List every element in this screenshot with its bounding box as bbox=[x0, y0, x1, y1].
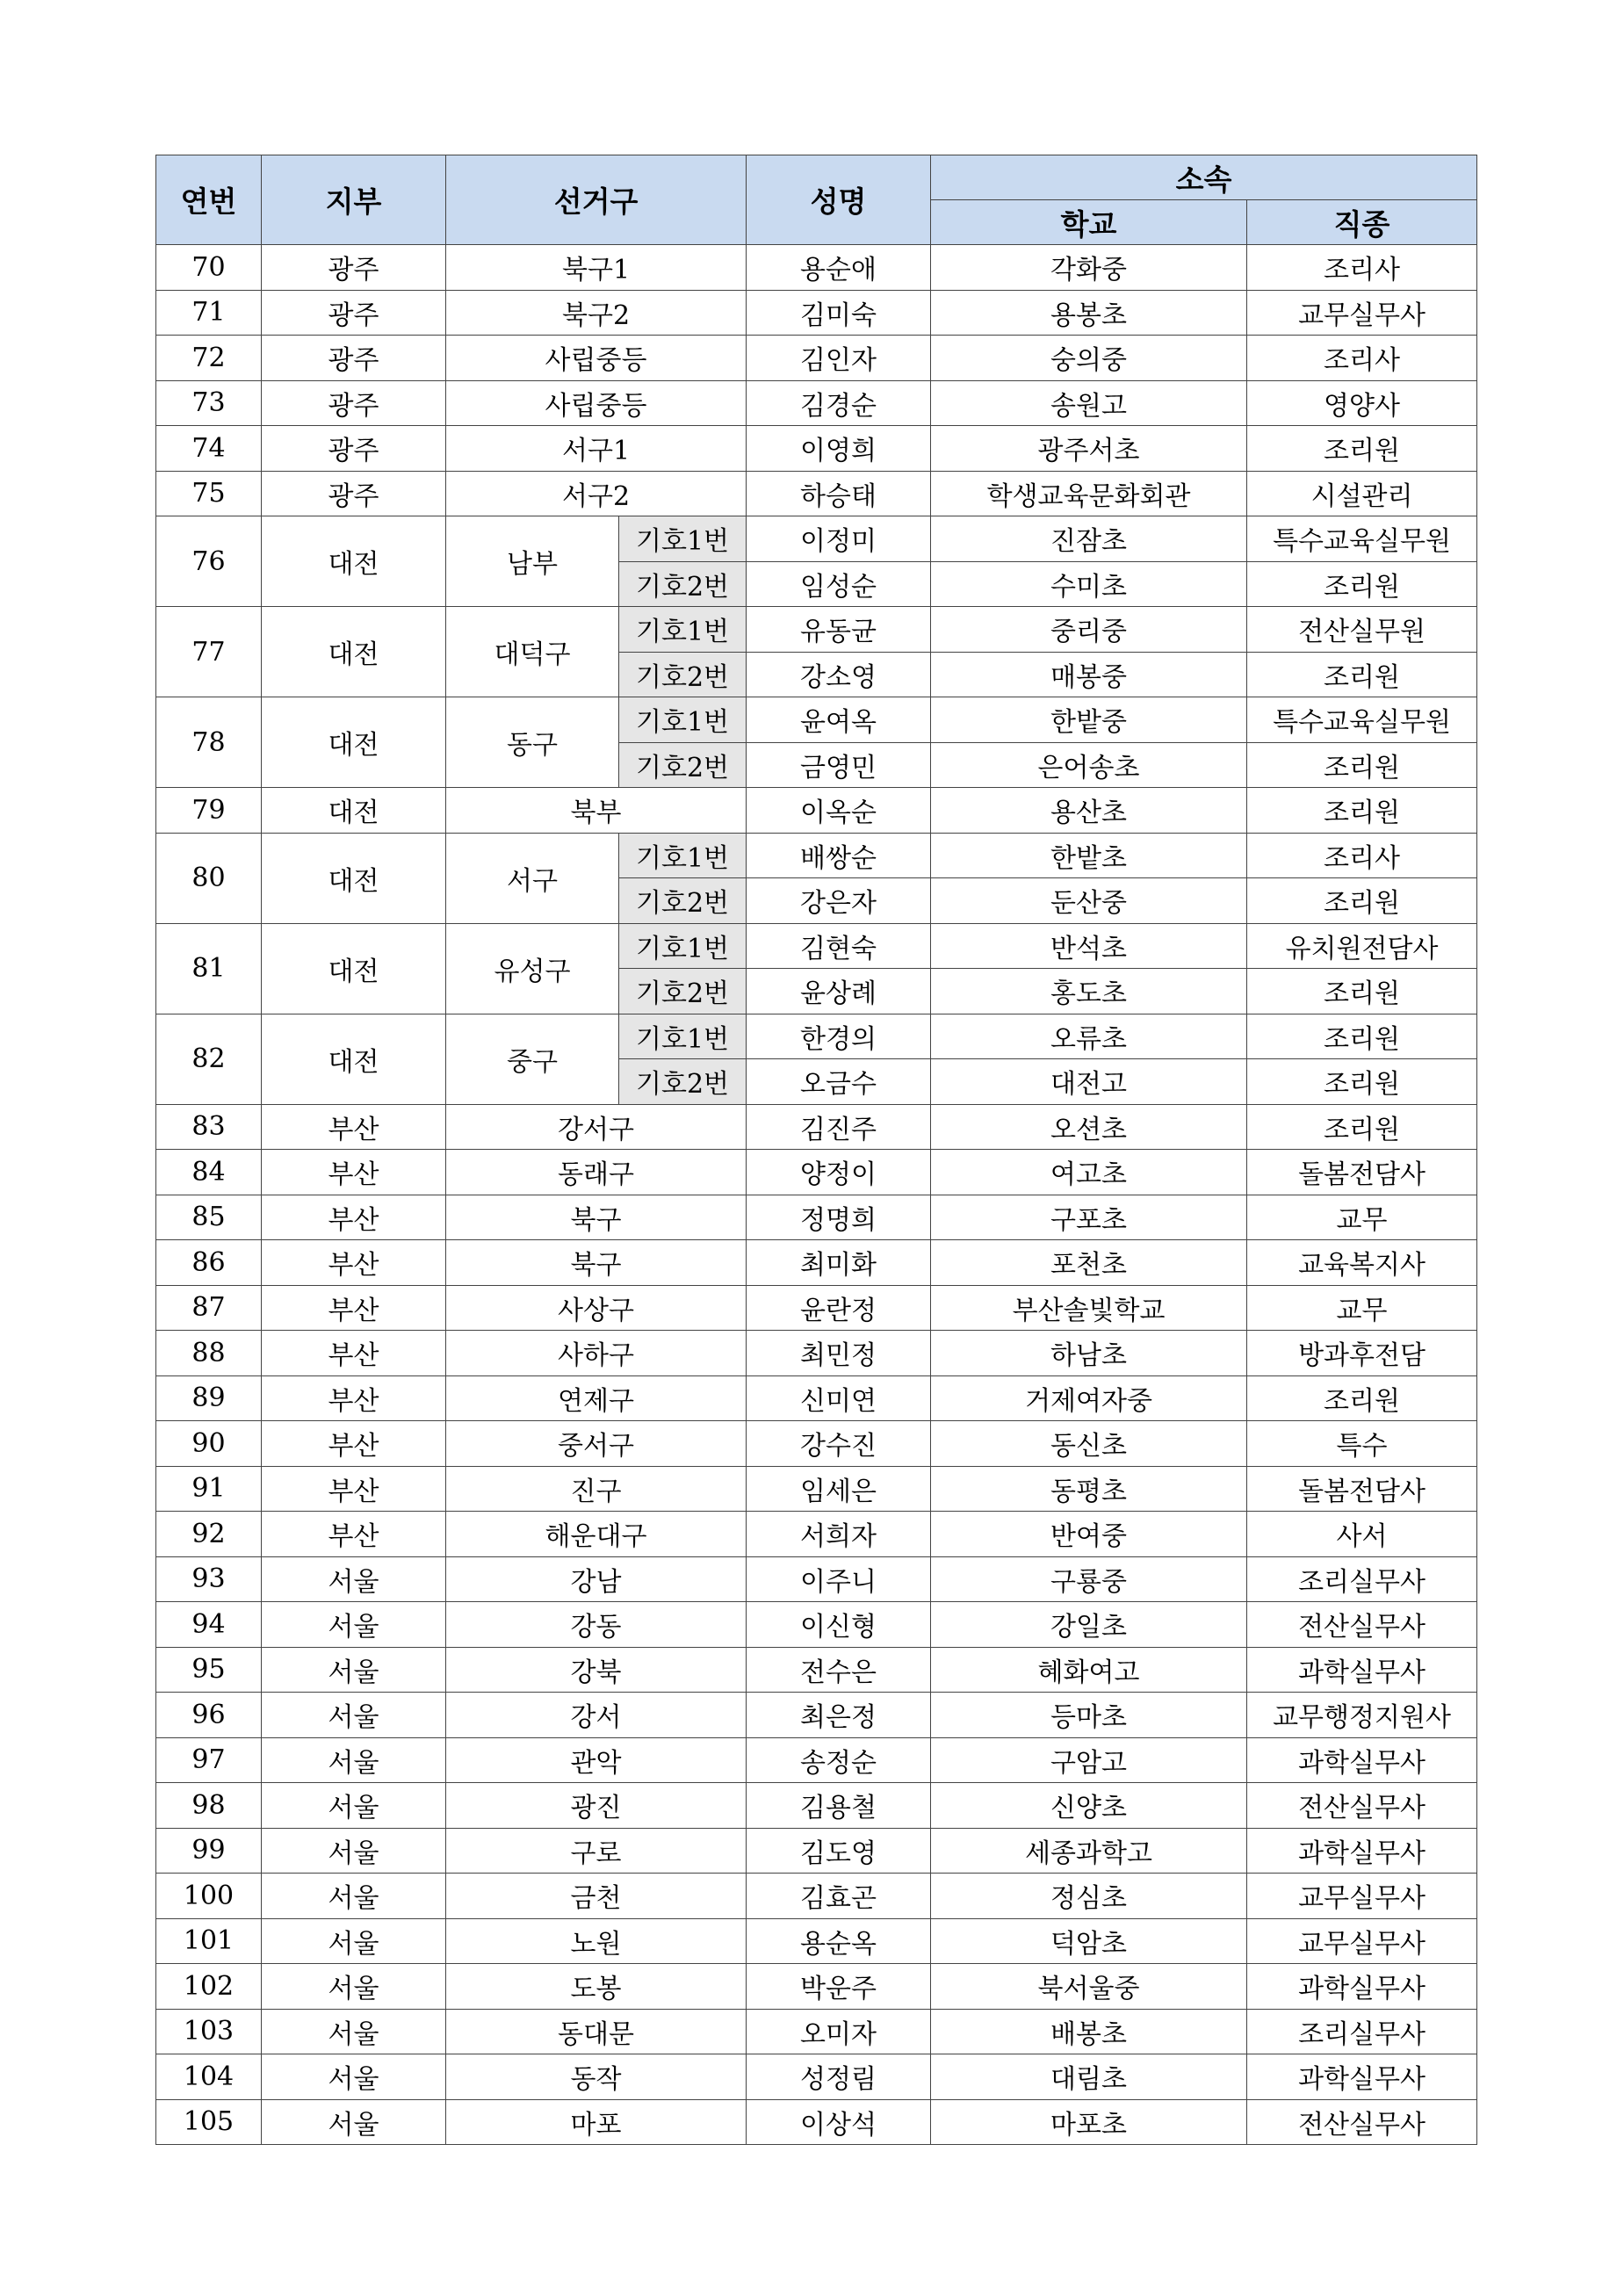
district-cell: 사하구 bbox=[446, 1331, 747, 1376]
name-cell: 서희자 bbox=[747, 1512, 931, 1557]
header-school: 학교 bbox=[931, 200, 1247, 245]
branch-cell: 서울 bbox=[262, 1783, 446, 1829]
district-cell: 강북 bbox=[446, 1647, 747, 1693]
table-row bbox=[156, 1104, 1477, 1150]
job-cell: 특수교육실무원 bbox=[1247, 516, 1477, 562]
job-cell: 전산실무사 bbox=[1247, 1602, 1477, 1648]
school-cell: 여고초 bbox=[931, 1150, 1247, 1195]
school-cell: 매봉중 bbox=[931, 652, 1247, 697]
job-cell: 교무실무사 bbox=[1247, 1918, 1477, 1964]
job-cell: 조리원 bbox=[1247, 1375, 1477, 1421]
row-number-cell: 101 bbox=[156, 1918, 262, 1964]
district-cell: 동구 bbox=[446, 697, 619, 788]
branch-cell: 광주 bbox=[262, 245, 446, 291]
table-row bbox=[156, 1014, 1477, 1059]
school-cell: 혜화여고 bbox=[931, 1647, 1247, 1693]
job-cell: 조리원 bbox=[1247, 1104, 1477, 1150]
district-cell: 대덕구 bbox=[446, 607, 619, 697]
header-job: 직종 bbox=[1247, 200, 1477, 245]
district-cell: 사상구 bbox=[446, 1285, 747, 1331]
row-number-cell: 72 bbox=[156, 336, 262, 381]
table-row bbox=[156, 1556, 1477, 1602]
job-cell: 조리원 bbox=[1247, 1059, 1477, 1105]
district-cell: 동대문 bbox=[446, 2009, 747, 2054]
school-cell: 포천초 bbox=[931, 1240, 1247, 1286]
name-cell: 전수은 bbox=[747, 1647, 931, 1693]
table-row bbox=[156, 1512, 1477, 1557]
table-row bbox=[156, 1466, 1477, 1512]
row-number-cell: 82 bbox=[156, 1014, 262, 1104]
table-row bbox=[156, 607, 1477, 653]
school-cell: 북서울중 bbox=[931, 1964, 1247, 2010]
ballot-number-cell: 기호2번 bbox=[619, 561, 747, 607]
row-number-cell: 81 bbox=[156, 923, 262, 1014]
row-number-cell: 73 bbox=[156, 380, 262, 426]
name-cell: 용순옥 bbox=[747, 1918, 931, 1964]
branch-cell: 광주 bbox=[262, 290, 446, 336]
branch-cell: 서울 bbox=[262, 2099, 446, 2145]
district-cell: 남부 bbox=[446, 516, 619, 607]
candidate-table bbox=[155, 155, 1477, 2145]
row-number-cell: 75 bbox=[156, 471, 262, 516]
ballot-number-cell: 기호2번 bbox=[619, 878, 747, 924]
district-cell: 해운대구 bbox=[446, 1512, 747, 1557]
table-row bbox=[156, 1240, 1477, 1286]
row-number-cell: 84 bbox=[156, 1150, 262, 1195]
branch-cell: 대전 bbox=[262, 697, 446, 788]
district-cell: 금천 bbox=[446, 1874, 747, 1919]
table-row bbox=[156, 516, 1477, 562]
branch-cell: 부산 bbox=[262, 1375, 446, 1421]
district-cell: 강서구 bbox=[446, 1104, 747, 1150]
row-number-cell: 88 bbox=[156, 1331, 262, 1376]
row-number-cell: 79 bbox=[156, 788, 262, 834]
school-cell: 덕암초 bbox=[931, 1918, 1247, 1964]
table-row bbox=[156, 1918, 1477, 1964]
name-cell: 김경순 bbox=[747, 380, 931, 426]
school-cell: 광주서초 bbox=[931, 426, 1247, 472]
branch-cell: 부산 bbox=[262, 1104, 446, 1150]
branch-cell: 서울 bbox=[262, 1874, 446, 1919]
name-cell: 이옥순 bbox=[747, 788, 931, 834]
school-cell: 정심초 bbox=[931, 1874, 1247, 1919]
branch-cell: 부산 bbox=[262, 1240, 446, 1286]
name-cell: 한경의 bbox=[747, 1014, 931, 1059]
table-row bbox=[156, 380, 1477, 426]
school-cell: 세종과학고 bbox=[931, 1828, 1247, 1874]
district-cell: 중구 bbox=[446, 1014, 619, 1104]
district-cell: 구로 bbox=[446, 1828, 747, 1874]
job-cell: 과학실무사 bbox=[1247, 1647, 1477, 1693]
row-number-cell: 89 bbox=[156, 1375, 262, 1421]
name-cell: 용순애 bbox=[747, 245, 931, 291]
branch-cell: 서울 bbox=[262, 1693, 446, 1738]
job-cell: 조리사 bbox=[1247, 833, 1477, 878]
district-cell: 서구2 bbox=[446, 471, 747, 516]
name-cell: 최민정 bbox=[747, 1331, 931, 1376]
row-number-cell: 86 bbox=[156, 1240, 262, 1286]
name-cell: 김미숙 bbox=[747, 290, 931, 336]
name-cell: 김도영 bbox=[747, 1828, 931, 1874]
branch-cell: 대전 bbox=[262, 833, 446, 923]
job-cell: 돌봄전담사 bbox=[1247, 1150, 1477, 1195]
ballot-number-cell: 기호2번 bbox=[619, 652, 747, 697]
ballot-number-cell: 기호1번 bbox=[619, 697, 747, 743]
job-cell: 방과후전담 bbox=[1247, 1331, 1477, 1376]
name-cell: 윤상례 bbox=[747, 969, 931, 1014]
job-cell: 교무 bbox=[1247, 1285, 1477, 1331]
branch-cell: 서울 bbox=[262, 2009, 446, 2054]
name-cell: 임세은 bbox=[747, 1466, 931, 1512]
job-cell: 조리사 bbox=[1247, 245, 1477, 291]
name-cell: 신미연 bbox=[747, 1375, 931, 1421]
branch-cell: 서울 bbox=[262, 1556, 446, 1602]
job-cell: 조리원 bbox=[1247, 426, 1477, 472]
branch-cell: 부산 bbox=[262, 1331, 446, 1376]
name-cell: 김진주 bbox=[747, 1104, 931, 1150]
job-cell: 영양사 bbox=[1247, 380, 1477, 426]
job-cell: 과학실무사 bbox=[1247, 1828, 1477, 1874]
job-cell: 특수 bbox=[1247, 1421, 1477, 1467]
name-cell: 하승태 bbox=[747, 471, 931, 516]
district-cell: 유성구 bbox=[446, 923, 619, 1014]
row-number-cell: 70 bbox=[156, 245, 262, 291]
school-cell: 동평초 bbox=[931, 1466, 1247, 1512]
name-cell: 오미자 bbox=[747, 2009, 931, 2054]
table-row bbox=[156, 1421, 1477, 1467]
row-number-cell: 104 bbox=[156, 2054, 262, 2100]
row-number-cell: 103 bbox=[156, 2009, 262, 2054]
district-cell: 마포 bbox=[446, 2099, 747, 2145]
district-cell: 도봉 bbox=[446, 1964, 747, 2010]
job-cell: 전산실무원 bbox=[1247, 607, 1477, 653]
row-number-cell: 71 bbox=[156, 290, 262, 336]
district-cell: 북구2 bbox=[446, 290, 747, 336]
table-row bbox=[156, 697, 1477, 743]
name-cell: 강은자 bbox=[747, 878, 931, 924]
table-row bbox=[156, 833, 1477, 878]
table-row bbox=[156, 1602, 1477, 1648]
job-cell: 조리실무사 bbox=[1247, 2009, 1477, 2054]
school-cell: 진잠초 bbox=[931, 516, 1247, 562]
job-cell: 교육복지사 bbox=[1247, 1240, 1477, 1286]
school-cell: 구룡중 bbox=[931, 1556, 1247, 1602]
name-cell: 강수진 bbox=[747, 1421, 931, 1467]
header-name: 성명 bbox=[747, 155, 931, 245]
district-cell: 광진 bbox=[446, 1783, 747, 1829]
row-number-cell: 100 bbox=[156, 1874, 262, 1919]
school-cell: 구포초 bbox=[931, 1195, 1247, 1240]
branch-cell: 서울 bbox=[262, 1828, 446, 1874]
ballot-number-cell: 기호2번 bbox=[619, 742, 747, 788]
school-cell: 반석초 bbox=[931, 923, 1247, 969]
district-cell: 강남 bbox=[446, 1556, 747, 1602]
name-cell: 유동균 bbox=[747, 607, 931, 653]
job-cell: 유치원전담사 bbox=[1247, 923, 1477, 969]
job-cell: 특수교육실무원 bbox=[1247, 697, 1477, 743]
job-cell: 교무행정지원사 bbox=[1247, 1693, 1477, 1738]
school-cell: 학생교육문화회관 bbox=[931, 471, 1247, 516]
district-cell: 진구 bbox=[446, 1466, 747, 1512]
school-cell: 동신초 bbox=[931, 1421, 1247, 1467]
table-row bbox=[156, 788, 1477, 834]
school-cell: 둔산중 bbox=[931, 878, 1247, 924]
district-cell: 북구 bbox=[446, 1195, 747, 1240]
table-row bbox=[156, 923, 1477, 969]
row-number-cell: 83 bbox=[156, 1104, 262, 1150]
name-cell: 이주니 bbox=[747, 1556, 931, 1602]
job-cell: 조리사 bbox=[1247, 336, 1477, 381]
name-cell: 이신형 bbox=[747, 1602, 931, 1648]
table-row bbox=[156, 245, 1477, 291]
branch-cell: 서울 bbox=[262, 1737, 446, 1783]
table-row bbox=[156, 1195, 1477, 1240]
table-row bbox=[156, 1964, 1477, 2010]
school-cell: 강일초 bbox=[931, 1602, 1247, 1648]
name-cell: 송정순 bbox=[747, 1737, 931, 1783]
district-cell: 강서 bbox=[446, 1693, 747, 1738]
job-cell: 조리원 bbox=[1247, 969, 1477, 1014]
ballot-number-cell: 기호1번 bbox=[619, 1014, 747, 1059]
school-cell: 부산솔빛학교 bbox=[931, 1285, 1247, 1331]
branch-cell: 대전 bbox=[262, 788, 446, 834]
name-cell: 금영민 bbox=[747, 742, 931, 788]
header-district: 선거구 bbox=[446, 155, 747, 245]
table-row bbox=[156, 2009, 1477, 2054]
branch-cell: 광주 bbox=[262, 380, 446, 426]
job-cell: 시설관리 bbox=[1247, 471, 1477, 516]
branch-cell: 서울 bbox=[262, 1602, 446, 1648]
branch-cell: 서울 bbox=[262, 1647, 446, 1693]
branch-cell: 부산 bbox=[262, 1421, 446, 1467]
row-number-cell: 77 bbox=[156, 607, 262, 697]
job-cell: 돌봄전담사 bbox=[1247, 1466, 1477, 1512]
school-cell: 신양초 bbox=[931, 1783, 1247, 1829]
name-cell: 정명희 bbox=[747, 1195, 931, 1240]
school-cell: 숭의중 bbox=[931, 336, 1247, 381]
job-cell: 과학실무사 bbox=[1247, 1964, 1477, 2010]
district-cell: 강동 bbox=[446, 1602, 747, 1648]
school-cell: 하남초 bbox=[931, 1331, 1247, 1376]
school-cell: 대전고 bbox=[931, 1059, 1247, 1105]
name-cell: 성정림 bbox=[747, 2054, 931, 2100]
branch-cell: 서울 bbox=[262, 1964, 446, 2010]
school-cell: 홍도초 bbox=[931, 969, 1247, 1014]
school-cell: 한밭중 bbox=[931, 697, 1247, 743]
row-number-cell: 85 bbox=[156, 1195, 262, 1240]
name-cell: 윤란정 bbox=[747, 1285, 931, 1331]
branch-cell: 서울 bbox=[262, 2054, 446, 2100]
branch-cell: 대전 bbox=[262, 516, 446, 607]
row-number-cell: 92 bbox=[156, 1512, 262, 1557]
table-row bbox=[156, 336, 1477, 381]
row-number-cell: 80 bbox=[156, 833, 262, 923]
ballot-number-cell: 기호1번 bbox=[619, 607, 747, 653]
ballot-number-cell: 기호2번 bbox=[619, 1059, 747, 1105]
row-number-cell: 76 bbox=[156, 516, 262, 607]
header-affiliation: 소속 bbox=[931, 155, 1477, 200]
ballot-number-cell: 기호1번 bbox=[619, 923, 747, 969]
branch-cell: 광주 bbox=[262, 426, 446, 472]
job-cell: 조리원 bbox=[1247, 652, 1477, 697]
school-cell: 거제여자중 bbox=[931, 1375, 1247, 1421]
table-row bbox=[156, 1783, 1477, 1829]
branch-cell: 부산 bbox=[262, 1150, 446, 1195]
row-number-cell: 99 bbox=[156, 1828, 262, 1874]
job-cell: 교무실무사 bbox=[1247, 290, 1477, 336]
row-number-cell: 96 bbox=[156, 1693, 262, 1738]
ballot-number-cell: 기호2번 bbox=[619, 969, 747, 1014]
row-number-cell: 91 bbox=[156, 1466, 262, 1512]
row-number-cell: 97 bbox=[156, 1737, 262, 1783]
table-row bbox=[156, 1693, 1477, 1738]
header-num: 연번 bbox=[156, 155, 262, 245]
name-cell: 김인자 bbox=[747, 336, 931, 381]
row-number-cell: 87 bbox=[156, 1285, 262, 1331]
school-cell: 송원고 bbox=[931, 380, 1247, 426]
district-cell: 서구1 bbox=[446, 426, 747, 472]
table-row bbox=[156, 1828, 1477, 1874]
district-cell: 북부 bbox=[446, 788, 747, 834]
job-cell: 조리원 bbox=[1247, 878, 1477, 924]
name-cell: 임성순 bbox=[747, 561, 931, 607]
school-cell: 대림초 bbox=[931, 2054, 1247, 2100]
job-cell: 전산실무사 bbox=[1247, 1783, 1477, 1829]
table-row bbox=[156, 1331, 1477, 1376]
school-cell: 반여중 bbox=[931, 1512, 1247, 1557]
table-row bbox=[156, 2054, 1477, 2100]
branch-cell: 서울 bbox=[262, 1918, 446, 1964]
branch-cell: 부산 bbox=[262, 1285, 446, 1331]
row-number-cell: 94 bbox=[156, 1602, 262, 1648]
school-cell: 중리중 bbox=[931, 607, 1247, 653]
job-cell: 조리실무사 bbox=[1247, 1556, 1477, 1602]
branch-cell: 광주 bbox=[262, 471, 446, 516]
ballot-number-cell: 기호1번 bbox=[619, 833, 747, 878]
school-cell: 한밭초 bbox=[931, 833, 1247, 878]
branch-cell: 대전 bbox=[262, 923, 446, 1014]
branch-cell: 부산 bbox=[262, 1195, 446, 1240]
table-row bbox=[156, 1375, 1477, 1421]
name-cell: 이정미 bbox=[747, 516, 931, 562]
school-cell: 용산초 bbox=[931, 788, 1247, 834]
job-cell: 과학실무사 bbox=[1247, 1737, 1477, 1783]
school-cell: 오션초 bbox=[931, 1104, 1247, 1150]
job-cell: 조리원 bbox=[1247, 561, 1477, 607]
name-cell: 김현숙 bbox=[747, 923, 931, 969]
school-cell: 등마초 bbox=[931, 1693, 1247, 1738]
school-cell: 오류초 bbox=[931, 1014, 1247, 1059]
district-cell: 서구 bbox=[446, 833, 619, 923]
job-cell: 조리원 bbox=[1247, 742, 1477, 788]
district-cell: 북구 bbox=[446, 1240, 747, 1286]
job-cell: 전산실무사 bbox=[1247, 2099, 1477, 2145]
job-cell: 조리원 bbox=[1247, 1014, 1477, 1059]
row-number-cell: 95 bbox=[156, 1647, 262, 1693]
name-cell: 양정이 bbox=[747, 1150, 931, 1195]
table-row bbox=[156, 2099, 1477, 2145]
school-cell: 각화중 bbox=[931, 245, 1247, 291]
branch-cell: 부산 bbox=[262, 1466, 446, 1512]
name-cell: 윤여옥 bbox=[747, 697, 931, 743]
row-number-cell: 74 bbox=[156, 426, 262, 472]
row-number-cell: 78 bbox=[156, 697, 262, 788]
name-cell: 김용철 bbox=[747, 1783, 931, 1829]
name-cell: 배쌍순 bbox=[747, 833, 931, 878]
name-cell: 강소영 bbox=[747, 652, 931, 697]
district-cell: 관악 bbox=[446, 1737, 747, 1783]
row-number-cell: 90 bbox=[156, 1421, 262, 1467]
job-cell: 교무 bbox=[1247, 1195, 1477, 1240]
district-cell: 동작 bbox=[446, 2054, 747, 2100]
header-branch: 지부 bbox=[262, 155, 446, 245]
table-row bbox=[156, 1647, 1477, 1693]
table-row bbox=[156, 290, 1477, 336]
district-cell: 연제구 bbox=[446, 1375, 747, 1421]
row-number-cell: 102 bbox=[156, 1964, 262, 2010]
job-cell: 조리원 bbox=[1247, 788, 1477, 834]
school-cell: 마포초 bbox=[931, 2099, 1247, 2145]
job-cell: 과학실무사 bbox=[1247, 2054, 1477, 2100]
district-cell: 사립중등 bbox=[446, 336, 747, 381]
table-row bbox=[156, 1874, 1477, 1919]
district-cell: 북구1 bbox=[446, 245, 747, 291]
school-cell: 은어송초 bbox=[931, 742, 1247, 788]
branch-cell: 부산 bbox=[262, 1512, 446, 1557]
district-cell: 노원 bbox=[446, 1918, 747, 1964]
name-cell: 이영희 bbox=[747, 426, 931, 472]
district-cell: 동래구 bbox=[446, 1150, 747, 1195]
school-cell: 수미초 bbox=[931, 561, 1247, 607]
name-cell: 오금수 bbox=[747, 1059, 931, 1105]
ballot-number-cell: 기호1번 bbox=[619, 516, 747, 562]
name-cell: 이상석 bbox=[747, 2099, 931, 2145]
name-cell: 최은정 bbox=[747, 1693, 931, 1738]
name-cell: 최미화 bbox=[747, 1240, 931, 1286]
school-cell: 구암고 bbox=[931, 1737, 1247, 1783]
table-row bbox=[156, 1737, 1477, 1783]
name-cell: 김효곤 bbox=[747, 1874, 931, 1919]
district-cell: 중서구 bbox=[446, 1421, 747, 1467]
job-cell: 사서 bbox=[1247, 1512, 1477, 1557]
row-number-cell: 93 bbox=[156, 1556, 262, 1602]
table-row bbox=[156, 426, 1477, 472]
name-cell: 박운주 bbox=[747, 1964, 931, 2010]
row-number-cell: 105 bbox=[156, 2099, 262, 2145]
job-cell: 교무실무사 bbox=[1247, 1874, 1477, 1919]
table-row bbox=[156, 471, 1477, 516]
table-row bbox=[156, 1150, 1477, 1195]
row-number-cell: 98 bbox=[156, 1783, 262, 1829]
branch-cell: 대전 bbox=[262, 1014, 446, 1104]
table-row bbox=[156, 1285, 1477, 1331]
branch-cell: 대전 bbox=[262, 607, 446, 697]
school-cell: 배봉초 bbox=[931, 2009, 1247, 2054]
branch-cell: 광주 bbox=[262, 336, 446, 381]
school-cell: 용봉초 bbox=[931, 290, 1247, 336]
district-cell: 사립중등 bbox=[446, 380, 747, 426]
